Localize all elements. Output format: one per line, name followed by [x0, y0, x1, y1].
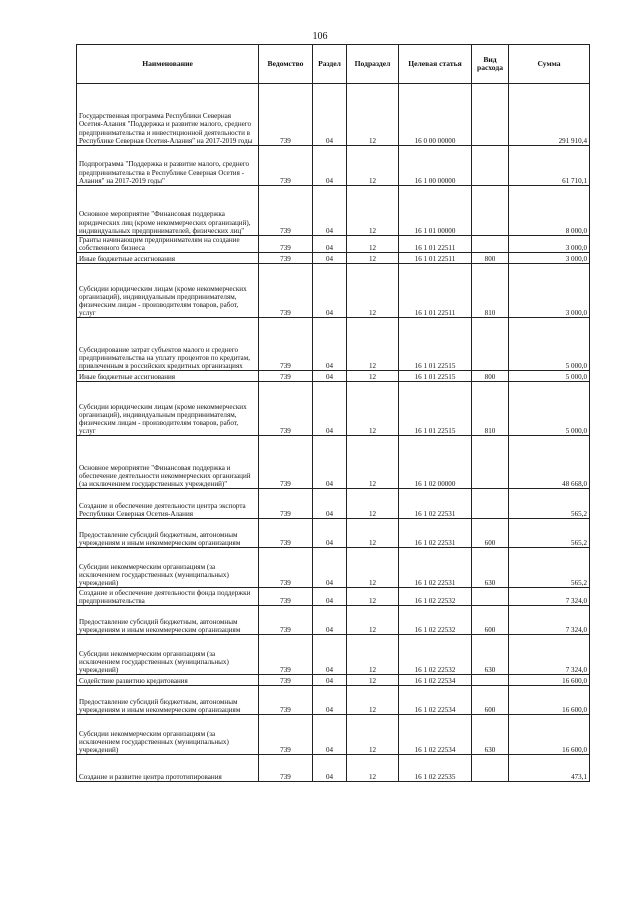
row-name: Предоставление субсидий бюджетным, автономным учреждениям и иным некоммерческим организациям — [77, 519, 259, 548]
row-target: 16 1 02 22534 — [399, 675, 472, 686]
table-row — [77, 318, 590, 371]
row-dept: 739 — [259, 588, 313, 606]
row-section: 04 — [313, 686, 347, 715]
table-row — [77, 253, 590, 264]
row-expense-type — [472, 675, 509, 686]
header-name: Наименование — [77, 45, 259, 84]
row-dept: 739 — [259, 253, 313, 264]
table-body — [77, 84, 590, 782]
row-section: 04 — [313, 371, 347, 382]
row-dept: 739 — [259, 715, 313, 755]
row-subsection: 12 — [347, 146, 399, 186]
row-section: 04 — [313, 548, 347, 588]
row-sum: 565,2 — [509, 519, 590, 548]
row-dept: 739 — [259, 755, 313, 782]
row-sum: 565,2 — [509, 489, 590, 519]
row-section: 04 — [313, 253, 347, 264]
header-section: Раздел — [313, 45, 347, 84]
row-expense-type: 630 — [472, 715, 509, 755]
row-target: 16 1 02 22531 — [399, 548, 472, 588]
row-sum: 16 600,0 — [509, 715, 590, 755]
row-target: 16 1 02 22532 — [399, 606, 472, 635]
row-dept: 739 — [259, 84, 313, 146]
row-name: Государственная программа Республики Северная Осетия-Алания "Поддержка и развитие малого, среднего предпринимательства и инвестиционной деятельности в Республике Северная Осетия-Алания" на 2017-2019 годы — [77, 84, 259, 146]
table-row — [77, 186, 590, 236]
row-target: 16 1 02 22535 — [399, 755, 472, 782]
row-section: 04 — [313, 519, 347, 548]
row-target: 16 1 02 22531 — [399, 519, 472, 548]
row-dept: 739 — [259, 519, 313, 548]
row-expense-type: 810 — [472, 382, 509, 436]
row-sum: 3 000,0 — [509, 236, 590, 253]
table-row — [77, 519, 590, 548]
row-subsection: 12 — [347, 186, 399, 236]
row-expense-type: 600 — [472, 519, 509, 548]
row-section: 04 — [313, 675, 347, 686]
row-target: 16 1 00 00000 — [399, 146, 472, 186]
row-sum: 3 000,0 — [509, 264, 590, 318]
table-row — [77, 548, 590, 588]
table-row — [77, 84, 590, 146]
table-row — [77, 635, 590, 675]
table-row — [77, 236, 590, 253]
row-sum: 565,2 — [509, 548, 590, 588]
row-section: 04 — [313, 186, 347, 236]
row-subsection: 12 — [347, 236, 399, 253]
row-target: 16 1 01 22515 — [399, 371, 472, 382]
row-section: 04 — [313, 715, 347, 755]
row-subsection: 12 — [347, 588, 399, 606]
row-target: 16 1 02 22532 — [399, 588, 472, 606]
row-sum: 291 910,4 — [509, 84, 590, 146]
row-subsection: 12 — [347, 489, 399, 519]
row-dept: 739 — [259, 635, 313, 675]
row-expense-type — [472, 588, 509, 606]
row-section: 04 — [313, 84, 347, 146]
row-section: 04 — [313, 264, 347, 318]
page-number: 106 — [312, 31, 328, 42]
row-sum: 8 000,0 — [509, 186, 590, 236]
row-subsection: 12 — [347, 371, 399, 382]
row-dept: 739 — [259, 436, 313, 489]
row-dept: 739 — [259, 318, 313, 371]
row-expense-type: 800 — [472, 371, 509, 382]
row-dept: 739 — [259, 236, 313, 253]
header-dept: Ведомство — [259, 45, 313, 84]
row-section: 04 — [313, 588, 347, 606]
row-name: Гранты начинающим предпринимателям на создание собственного бизнеса — [77, 236, 259, 253]
row-dept: 739 — [259, 548, 313, 588]
header-expense-type: Вид расхода — [472, 45, 509, 84]
row-target: 16 1 01 22511 — [399, 253, 472, 264]
row-sum: 61 710,1 — [509, 146, 590, 186]
row-subsection: 12 — [347, 755, 399, 782]
row-target: 16 0 00 00000 — [399, 84, 472, 146]
row-dept: 739 — [259, 675, 313, 686]
row-name: Иные бюджетные ассигнования — [77, 253, 259, 264]
row-dept: 739 — [259, 382, 313, 436]
row-section: 04 — [313, 606, 347, 635]
row-subsection: 12 — [347, 606, 399, 635]
table-row — [77, 264, 590, 318]
row-section: 04 — [313, 755, 347, 782]
row-name: Основное мероприятие "Финансовая поддержка и обеспечение деятельности некоммерческих организаций (за исключением государственных учреждений)" — [77, 436, 259, 489]
row-dept: 739 — [259, 606, 313, 635]
table-row — [77, 606, 590, 635]
row-expense-type: 800 — [472, 253, 509, 264]
header-sum: Сумма — [509, 45, 590, 84]
row-sum: 5 000,0 — [509, 371, 590, 382]
table-row — [77, 715, 590, 755]
table-row — [77, 436, 590, 489]
row-target: 16 1 01 22511 — [399, 236, 472, 253]
row-target: 16 1 01 22511 — [399, 264, 472, 318]
row-subsection: 12 — [347, 253, 399, 264]
row-section: 04 — [313, 236, 347, 253]
row-section: 04 — [313, 489, 347, 519]
row-dept: 739 — [259, 686, 313, 715]
row-subsection: 12 — [347, 264, 399, 318]
row-target: 16 1 01 22515 — [399, 318, 472, 371]
row-sum: 473,1 — [509, 755, 590, 782]
table-row — [77, 686, 590, 715]
row-name: Содействие развитию кредитования — [77, 675, 259, 686]
row-target: 16 1 02 00000 — [399, 436, 472, 489]
row-dept: 739 — [259, 146, 313, 186]
row-expense-type — [472, 84, 509, 146]
row-sum: 7 324,0 — [509, 606, 590, 635]
row-name: Субсидии некоммерческим организациям (за исключением государственных (муниципальных) учреждений) — [77, 548, 259, 588]
row-name: Подпрограмма "Поддержка и развитие малого, среднего предпринимательства в Республике Северная Осетия - Алания" на 2017-2019 годы" — [77, 146, 259, 186]
row-sum: 7 324,0 — [509, 635, 590, 675]
header-target: Целевая статья — [399, 45, 472, 84]
row-dept: 739 — [259, 371, 313, 382]
row-expense-type — [472, 489, 509, 519]
row-section: 04 — [313, 436, 347, 489]
table-row — [77, 588, 590, 606]
row-sum: 16 600,0 — [509, 675, 590, 686]
table-row — [77, 146, 590, 186]
row-expense-type: 810 — [472, 264, 509, 318]
table-header-row — [77, 45, 590, 84]
row-name: Иные бюджетные ассигнования — [77, 371, 259, 382]
table-row — [77, 489, 590, 519]
row-section: 04 — [313, 382, 347, 436]
row-sum: 3 000,0 — [509, 253, 590, 264]
row-name: Создание и обеспечение деятельности фонда поддержки предпринимательства — [77, 588, 259, 606]
row-expense-type — [472, 436, 509, 489]
row-name: Субсидии юридическим лицам (кроме некоммерческих организаций), индивидуальным предпринимателям, физическим лицам - производителям товаров, работ, услуг — [77, 382, 259, 436]
row-expense-type: 630 — [472, 635, 509, 675]
row-expense-type — [472, 186, 509, 236]
row-section: 04 — [313, 146, 347, 186]
row-name: Субсидии некоммерческим организациям (за исключением государственных (муниципальных) учреждений) — [77, 715, 259, 755]
table-row — [77, 755, 590, 782]
row-expense-type — [472, 318, 509, 371]
table-row — [77, 371, 590, 382]
row-name: Создание и развитие центра прототипирования — [77, 755, 259, 782]
row-expense-type: 630 — [472, 548, 509, 588]
row-subsection: 12 — [347, 548, 399, 588]
row-name: Субсидии юридическим лицам (кроме некоммерческих организаций), индивидуальным предпринимателям, физическим лицам - производителям товаров, работ, услуг — [77, 264, 259, 318]
row-target: 16 1 02 22534 — [399, 715, 472, 755]
header-subsection: Подраздел — [347, 45, 399, 84]
row-expense-type — [472, 755, 509, 782]
row-sum: 16 600,0 — [509, 686, 590, 715]
row-sum: 48 668,0 — [509, 436, 590, 489]
row-expense-type: 600 — [472, 686, 509, 715]
row-subsection: 12 — [347, 715, 399, 755]
row-target: 16 1 02 22532 — [399, 635, 472, 675]
row-subsection: 12 — [347, 635, 399, 675]
row-section: 04 — [313, 318, 347, 371]
row-name: Субсидии некоммерческим организациям (за исключением государственных (муниципальных) учреждений) — [77, 635, 259, 675]
row-expense-type — [472, 146, 509, 186]
row-name: Создание и обеспечение деятельности центра экспорта Республики Северная Осетия-Алания — [77, 489, 259, 519]
row-sum: 5 000,0 — [509, 318, 590, 371]
row-subsection: 12 — [347, 318, 399, 371]
row-target: 16 1 02 22534 — [399, 686, 472, 715]
row-dept: 739 — [259, 489, 313, 519]
row-expense-type: 600 — [472, 606, 509, 635]
budget-table — [76, 44, 590, 782]
table-row — [77, 382, 590, 436]
row-target: 16 1 02 22531 — [399, 489, 472, 519]
row-dept: 739 — [259, 186, 313, 236]
row-sum: 5 000,0 — [509, 382, 590, 436]
row-sum: 7 324,0 — [509, 588, 590, 606]
row-dept: 739 — [259, 264, 313, 318]
table-row — [77, 675, 590, 686]
row-subsection: 12 — [347, 675, 399, 686]
row-name: Субсидирование затрат субъектов малого и среднего предпринимательства на уплату процентов по кредитам, привлеченным в российских кредитных организациях — [77, 318, 259, 371]
row-subsection: 12 — [347, 519, 399, 548]
row-expense-type — [472, 236, 509, 253]
row-name: Предоставление субсидий бюджетным, автономным учреждениям и иным некоммерческим организациям — [77, 686, 259, 715]
row-name: Основное мероприятие "Финансовая поддержка юридических лиц (кроме некоммерческих организаций), индивидуальных предпринимателей, физических лиц" — [77, 186, 259, 236]
row-target: 16 1 01 00000 — [399, 186, 472, 236]
row-subsection: 12 — [347, 84, 399, 146]
row-name: Предоставление субсидий бюджетным, автономным учреждениям и иным некоммерческим организациям — [77, 606, 259, 635]
row-subsection: 12 — [347, 436, 399, 489]
row-section: 04 — [313, 635, 347, 675]
row-target: 16 1 01 22515 — [399, 382, 472, 436]
row-subsection: 12 — [347, 686, 399, 715]
row-subsection: 12 — [347, 382, 399, 436]
